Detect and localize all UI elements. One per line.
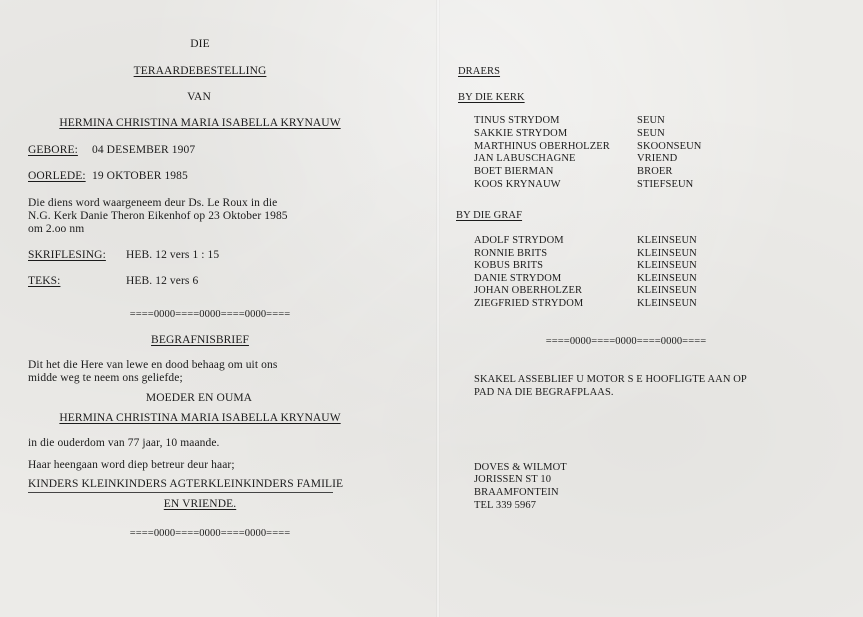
- headlights-notice-2: PAD NA DIE BEGRAFPLAAS.: [474, 387, 614, 398]
- bearer-name: ADOLF STRYDOM: [474, 235, 564, 246]
- notice-line-2: midde weg te neem ons geliefde;: [28, 372, 183, 384]
- bearer-relation: STIEFSEUN: [637, 179, 694, 190]
- bearer-relation: KLEINSEUN: [637, 273, 697, 284]
- bearer-name: ZIEGFRIED STRYDOM: [474, 298, 584, 309]
- born-label: GEBORE:: [28, 144, 78, 156]
- bearer-relation: KLEINSEUN: [637, 248, 697, 259]
- deceased-name-2: HERMINA CHRISTINA MARIA ISABELLA KRYNAUW: [59, 412, 341, 424]
- born-value: 04 DESEMBER 1907: [92, 144, 196, 156]
- bearer-relation: KLEINSEUN: [637, 298, 697, 309]
- page-fold: [436, 0, 440, 617]
- bearers-title: DRAERS: [458, 66, 501, 77]
- heading-die: DIE: [190, 38, 210, 50]
- service-line-2: N.G. Kerk Danie Theron Eikenhof op 23 Oktober 1985: [28, 210, 288, 222]
- bearer-relation: SEUN: [637, 115, 665, 126]
- bearer-relation: KLEINSEUN: [637, 235, 697, 246]
- text-label: TEKS:: [28, 275, 61, 287]
- separator-1: ====0000====0000====0000====: [129, 309, 291, 320]
- relation: MOEDER EN OUMA: [145, 392, 253, 404]
- bearer-name: KOBUS BRITS: [474, 260, 544, 271]
- bearer-name: BOET BIERMAN: [474, 166, 554, 177]
- died-value: 19 OKTOBER 1985: [92, 170, 188, 182]
- heading-van: VAN: [187, 91, 211, 103]
- family-line-2: EN VRIENDE.: [163, 498, 237, 510]
- age-line: in die ouderdom van 77 jaar, 10 maande.: [28, 437, 220, 449]
- bearer-name: KOOS KRYNAUW: [474, 179, 561, 190]
- family-line-1: KINDERS KLEINKINDERS AGTERKLEINKINDERS FAMILIE: [28, 478, 344, 490]
- bearer-name: MARTHINUS OBERHOLZER: [474, 141, 610, 152]
- reading-label: SKRIFLESING:: [28, 249, 106, 261]
- bearer-relation: VRIEND: [637, 153, 678, 164]
- died-label: OORLEDE:: [28, 170, 86, 182]
- bearer-relation: KLEINSEUN: [637, 260, 697, 271]
- bearer-relation: KLEINSEUN: [637, 285, 697, 296]
- bearer-relation: BROER: [637, 166, 673, 177]
- undertaker-name: DOVES & WILMOT: [474, 462, 567, 473]
- notice-title: BEGRAFNISBRIEF: [151, 334, 249, 346]
- deceased-name: HERMINA CHRISTINA MARIA ISABELLA KRYNAUW: [59, 117, 341, 129]
- undertaker-suburb: BRAAMFONTEIN: [474, 487, 559, 498]
- separator-3: ====0000====0000====0000====: [545, 336, 707, 347]
- mourn-line: Haar heengaan word diep betreur deur haar;: [28, 459, 235, 471]
- notice-line-1: Dit het die Here van lewe en dood behaag om uit ons: [28, 359, 278, 371]
- heading-title: TERAARDEBESTELLING: [133, 65, 267, 77]
- bearer-relation: SKOONSEUN: [637, 141, 702, 152]
- bearer-name: RONNIE BRITS: [474, 248, 548, 259]
- grave-title: BY DIE GRAF: [456, 210, 523, 221]
- separator-2: ====0000====0000====0000====: [129, 528, 291, 539]
- bearer-relation: SEUN: [637, 128, 665, 139]
- undertaker-street: JORISSEN ST 10: [474, 474, 552, 485]
- church-title: BY DIE KERK: [458, 92, 525, 103]
- service-line-3: om 2.oo nm: [28, 223, 85, 235]
- bearer-name: JOHAN OBERHOLZER: [474, 285, 583, 296]
- service-line-1: Die diens word waargeneem deur Ds. Le Roux in die: [28, 197, 278, 209]
- bearer-name: TINUS STRYDOM: [474, 115, 560, 126]
- reading-value: HEB. 12 vers 1 : 15: [126, 249, 220, 261]
- bearer-name: DANIE STRYDOM: [474, 273, 562, 284]
- text-value: HEB. 12 vers 6: [126, 275, 199, 287]
- bearer-name: JAN LABUSCHAGNE: [474, 153, 576, 164]
- undertaker-phone: TEL 339 5967: [474, 500, 537, 511]
- bearer-name: SAKKIE STRYDOM: [474, 128, 568, 139]
- headlights-notice-1: SKAKEL ASSEBLIEF U MOTOR S E HOOFLIGTE AAN OP: [474, 374, 747, 385]
- family-underline: [28, 492, 333, 493]
